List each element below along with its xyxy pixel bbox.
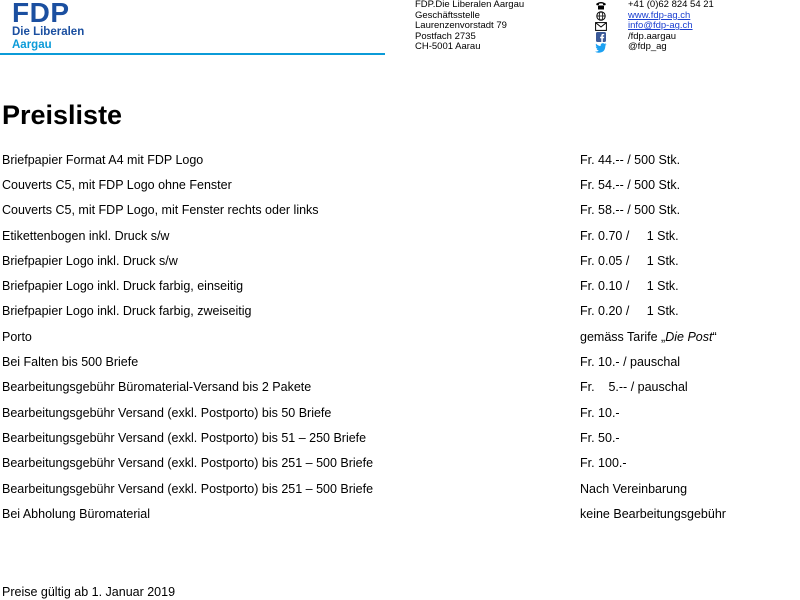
item-price: Fr. 44.-- / 500 Stk.: [580, 152, 681, 167]
twitter-handle: @fdp_ag: [628, 41, 667, 53]
item-price: Fr. 0.05 / 1 Stk.: [580, 253, 679, 268]
item-price: Fr. 5.-- / pauschal: [580, 380, 688, 395]
website-link[interactable]: www.fdp-ag.ch: [628, 9, 691, 21]
item-description: Bearbeitungsgebühr Büromaterial-Versand bis 2 Pakete: [2, 380, 312, 395]
price-row: [2, 198, 800, 223]
item-price: Fr. 10.-: [580, 405, 620, 420]
price-list: [2, 147, 800, 526]
item-price: Fr. 58.-- / 500 Stk.: [580, 203, 681, 218]
mail-icon: [594, 21, 608, 31]
facebook-icon: [594, 32, 608, 42]
address-line: Postfach 2735: [415, 30, 476, 42]
item-price: gemäss Tarife „Die Post“: [580, 329, 717, 344]
item-price: Nach Vereinbarung: [580, 481, 688, 496]
item-description: Etikettenbogen inkl. Druck s/w: [2, 228, 170, 243]
item-description: Couverts C5, mit FDP Logo ohne Fenster: [2, 177, 232, 192]
item-description: Briefpapier Logo inkl. Druck farbig, zweiseitig: [2, 304, 252, 319]
item-description: Briefpapier Format A4 mit FDP Logo: [2, 152, 204, 167]
price-row: [2, 375, 800, 400]
item-price: Fr. 54.-- / 500 Stk.: [580, 177, 681, 192]
address-line: Laurenzenvorstadt 79: [415, 20, 507, 32]
address-line: Geschäftsstelle: [415, 9, 480, 21]
item-price: keine Bearbeitungsgebühr: [580, 506, 726, 521]
item-description: Porto: [2, 329, 32, 344]
price-row: [2, 273, 800, 298]
phone-icon: [594, 0, 608, 10]
price-row: [2, 248, 800, 273]
item-description: Couverts C5, mit FDP Logo, mit Fenster rechts oder links: [2, 203, 319, 218]
price-row: [2, 147, 800, 172]
contact-phone: [594, 0, 714, 11]
item-price: Fr. 0.20 / 1 Stk.: [580, 304, 679, 319]
price-row: [2, 324, 800, 349]
twitter-icon: [594, 43, 608, 53]
item-description: Bearbeitungsgebühr Versand (exkl. Postporto) bis 51 – 250 Briefe: [2, 430, 367, 445]
item-description: Bearbeitungsgebühr Versand (exkl. Postporto) bis 251 – 500 Briefe: [2, 481, 374, 496]
contact-twitter: [594, 42, 714, 53]
logo-brand: FDP: [12, 0, 70, 28]
price-row: [2, 299, 800, 324]
validity-note: Preise gültig ab 1. Januar 2019: [2, 585, 176, 599]
contact-phone-text: +41 (0)62 824 54 21: [628, 0, 714, 10]
item-description: Bei Abholung Büromaterial: [2, 506, 151, 521]
price-row: [2, 223, 800, 248]
price-row: [2, 501, 800, 526]
globe-icon: [594, 11, 608, 21]
price-row: [2, 349, 800, 374]
address-block: [415, 0, 524, 53]
price-row: [2, 425, 800, 450]
item-price: Fr. 10.- / pauschal: [580, 355, 681, 370]
fdp-logo: [12, 0, 84, 52]
email-link[interactable]: info@fdp-ag.ch: [628, 20, 693, 32]
price-row: [2, 400, 800, 425]
item-price: Fr. 0.10 / 1 Stk.: [580, 279, 679, 294]
post-name-italic: Die Post: [665, 329, 713, 344]
item-description: Bearbeitungsgebühr Versand (exkl. Postporto) bis 50 Briefe: [2, 405, 332, 420]
item-description: Bei Falten bis 500 Briefe: [2, 355, 139, 370]
price-row: [2, 476, 800, 501]
item-description: Briefpapier Logo inkl. Druck s/w: [2, 253, 178, 268]
page-title: Preisliste: [2, 100, 123, 130]
address-line: FDP.Die Liberalen Aargau: [415, 0, 525, 10]
address-line: CH-5001 Aarau: [415, 41, 481, 53]
item-price: Fr. 50.-: [580, 430, 620, 445]
item-description: Briefpapier Logo inkl. Druck farbig, einseitig: [2, 279, 244, 294]
logo-line-1: Die Liberalen: [12, 26, 85, 38]
item-description: Bearbeitungsgebühr Versand (exkl. Postporto) bis 251 – 500 Briefe: [2, 456, 374, 471]
facebook-handle: /fdp.aargau: [628, 30, 677, 42]
item-price: Fr. 0.70 / 1 Stk.: [580, 228, 679, 243]
header-divider: [0, 53, 385, 55]
price-row: [2, 451, 800, 476]
item-price: Fr. 100.-: [580, 456, 627, 471]
contact-block: [594, 0, 714, 53]
logo-line-2: Aargau: [12, 39, 52, 51]
price-row: [2, 172, 800, 197]
